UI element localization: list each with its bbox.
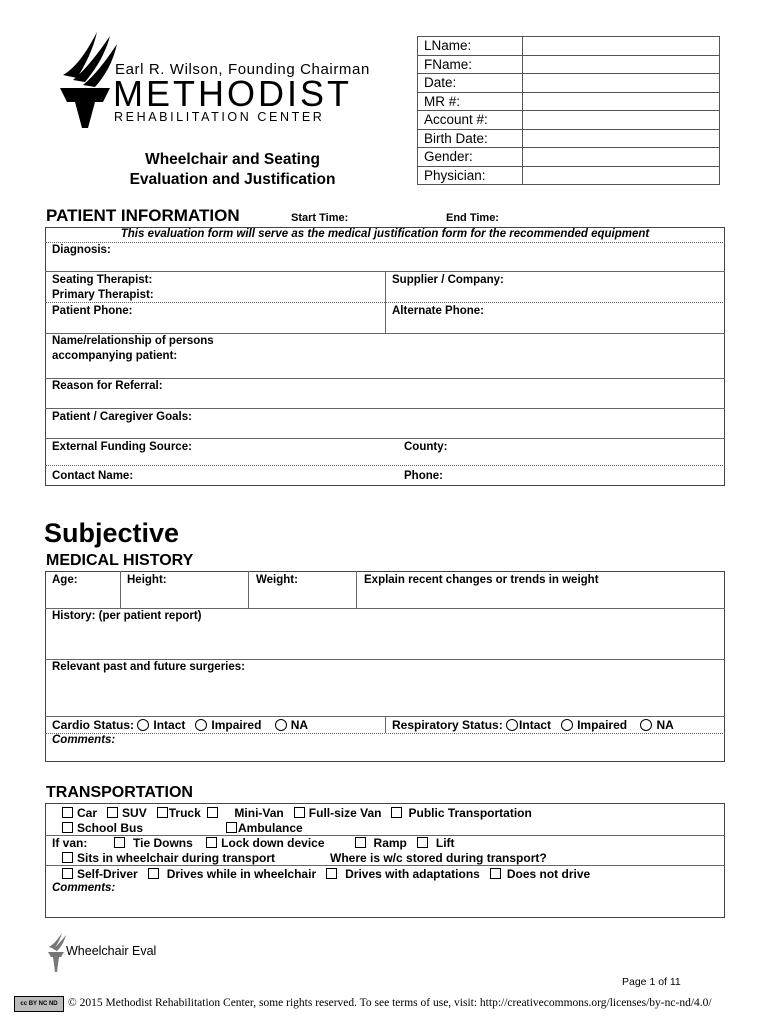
option-label: Ramp <box>373 836 407 850</box>
respiratory-na-radio[interactable] <box>640 719 652 731</box>
medical-history-heading: MEDICAL HISTORY <box>46 552 194 569</box>
alternate-phone-label: Alternate Phone: <box>392 305 485 317</box>
patient-id-table <box>417 36 720 185</box>
respiratory-status-row <box>392 718 674 732</box>
divider <box>45 302 725 303</box>
respiratory-status-label: Respiratory Status: <box>392 718 503 732</box>
subjective-heading: Subjective <box>44 518 180 548</box>
minivan-checkbox[interactable] <box>207 807 218 818</box>
if-van-label: If van: <box>52 836 88 850</box>
id-label: Birth Date: <box>418 129 523 148</box>
cardio-impaired-radio[interactable] <box>195 719 207 731</box>
start-time-label: Start Time: <box>291 212 349 224</box>
where-stored-label: Where is w/c stored during transport? <box>330 851 547 865</box>
footer-eval-label: Wheelchair Eval <box>66 944 157 958</box>
patient-info-heading: PATIENT INFORMATION <box>46 206 240 225</box>
form-title-line1: Wheelchair and Seating <box>145 151 320 168</box>
option-label: Tie Downs <box>133 836 193 850</box>
funding-source-label: External Funding Source: <box>52 441 192 453</box>
primary-therapist-label: Primary Therapist: <box>52 289 154 301</box>
ramp-checkbox[interactable] <box>355 837 366 848</box>
accompanying-label: Name/relationship of persons <box>52 335 214 347</box>
divider <box>45 438 725 439</box>
surgeries-label: Relevant past and future surgeries: <box>52 661 245 673</box>
if-van-row <box>52 836 455 850</box>
option-label: Impaired <box>211 718 262 732</box>
id-label: Date: <box>418 74 523 93</box>
id-value-field[interactable] <box>523 37 720 56</box>
id-value-field[interactable] <box>523 166 720 185</box>
weight-label: Weight: <box>256 574 298 586</box>
option-label: Lift <box>435 836 455 850</box>
option-label: Car <box>77 806 98 820</box>
seating-therapist-label: Seating Therapist: <box>52 274 153 286</box>
does-not-drive-checkbox[interactable] <box>490 868 501 879</box>
page-number: Page 1 of 11 <box>622 976 681 988</box>
id-value-field[interactable] <box>523 129 720 148</box>
respiratory-impaired-radio[interactable] <box>561 719 573 731</box>
height-label: Height: <box>127 574 167 586</box>
divider <box>45 333 725 334</box>
option-label: Truck <box>168 806 201 820</box>
id-label: FName: <box>418 55 523 74</box>
county-label: County: <box>404 441 448 453</box>
end-time-label: End Time: <box>446 212 499 224</box>
divider <box>45 659 725 660</box>
drives-adaptations-checkbox[interactable] <box>326 868 337 879</box>
divider <box>45 465 725 466</box>
divider <box>45 408 725 409</box>
justification-notice: This evaluation form will serve as the medical justification form for the recommended equipment <box>120 228 650 240</box>
self-driver-checkbox[interactable] <box>62 868 73 879</box>
id-value-field[interactable] <box>523 111 720 130</box>
option-label: Sits in wheelchair during transport <box>77 851 276 865</box>
option-label: Mini-Van <box>234 806 284 820</box>
divider <box>385 716 386 733</box>
divider <box>45 865 725 866</box>
sits-in-wc-checkbox[interactable] <box>62 852 73 863</box>
option-label: Lock down device <box>221 836 325 850</box>
supplier-label: Supplier / Company: <box>392 274 504 286</box>
fullsize-van-checkbox[interactable] <box>294 807 305 818</box>
id-label: Physician: <box>418 166 523 185</box>
divider <box>45 733 725 734</box>
option-label: School Bus <box>77 821 144 835</box>
id-label: Account #: <box>418 111 523 130</box>
diagnosis-label: Diagnosis: <box>52 244 111 256</box>
vehicle-row-1 <box>62 806 532 820</box>
option-label: Does not drive <box>506 867 591 881</box>
id-value-field[interactable] <box>523 55 720 74</box>
transport-comments-label: Comments: <box>52 882 116 894</box>
id-value-field[interactable] <box>523 74 720 93</box>
reason-referral-label: Reason for Referral: <box>52 380 163 392</box>
form-title-line2: Evaluation and Justification <box>129 171 336 188</box>
option-label: NA <box>656 718 674 732</box>
age-label: Age: <box>52 574 78 586</box>
goals-label: Patient / Caregiver Goals: <box>52 411 192 423</box>
id-value-field[interactable] <box>523 148 720 167</box>
id-label: LName: <box>418 37 523 56</box>
history-label: History: (per patient report) <box>52 610 202 622</box>
copyright-notice: © 2015 Methodist Rehabilitation Center, some rights reserved. To see terms of use, visit: http://creativecommons.org/licenses/by-nc-nd/4.0/ <box>68 997 712 1009</box>
lock-down-checkbox[interactable] <box>206 837 217 848</box>
patient-phone-label: Patient Phone: <box>52 305 133 317</box>
option-label: Ambulance <box>238 821 303 835</box>
option-label: Full-size Van <box>308 806 382 820</box>
form-title <box>100 150 365 190</box>
lift-checkbox[interactable] <box>417 837 428 848</box>
option-label: Intact <box>519 718 552 732</box>
option-label: Impaired <box>577 718 628 732</box>
option-label: Public Transportation <box>408 806 532 820</box>
phone-label: Phone: <box>404 470 443 482</box>
contact-name-label: Contact Name: <box>52 470 134 482</box>
vehicle-row-2b <box>226 821 303 835</box>
id-label: MR #: <box>418 92 523 111</box>
suv-checkbox[interactable] <box>107 807 118 818</box>
comments-label: Comments: <box>52 734 116 746</box>
option-label: NA <box>290 718 309 732</box>
option-label: Self-Driver <box>77 867 138 881</box>
ambulance-checkbox[interactable] <box>226 822 237 833</box>
sits-row <box>62 851 275 865</box>
founder-line: Earl R. Wilson, Founding Chairman <box>115 61 370 78</box>
divider <box>120 571 121 608</box>
option-label: SUV <box>122 806 147 820</box>
cardio-intact-radio[interactable] <box>137 719 149 731</box>
truck-checkbox[interactable] <box>157 807 168 818</box>
divider <box>356 571 357 608</box>
cardio-status-label: Cardio Status: <box>52 718 135 732</box>
option-label: Drives with adaptations <box>345 867 480 881</box>
drives-in-wc-checkbox[interactable] <box>148 868 159 879</box>
divider <box>45 608 725 609</box>
id-value-field[interactable] <box>523 92 720 111</box>
driver-row <box>62 867 590 881</box>
respiratory-intact-radio[interactable] <box>506 719 518 731</box>
divider <box>248 571 249 608</box>
logo-subtitle: REHABILITATION CENTER <box>114 110 325 124</box>
logo-name: METHODIST <box>113 73 352 114</box>
weight-trends-label: Explain recent changes or trends in weight <box>364 574 599 586</box>
cc-license-badge-icon: cc BY NC ND <box>14 996 64 1012</box>
car-checkbox[interactable] <box>62 807 73 818</box>
cardio-status-row <box>52 718 308 732</box>
transportation-heading: TRANSPORTATION <box>46 784 193 801</box>
divider <box>45 242 725 243</box>
option-label: Drives while in wheelchair <box>166 867 317 881</box>
cardio-na-radio[interactable] <box>275 719 287 731</box>
public-transport-checkbox[interactable] <box>391 807 402 818</box>
torch-small-icon <box>46 932 68 974</box>
vehicle-row-2 <box>62 821 143 835</box>
school-bus-checkbox[interactable] <box>62 822 73 833</box>
divider <box>45 378 725 379</box>
tie-downs-checkbox[interactable] <box>114 837 125 848</box>
option-label: Intact <box>153 718 186 732</box>
accompanying-label-2: accompanying patient: <box>52 350 178 362</box>
id-label: Gender: <box>418 148 523 167</box>
